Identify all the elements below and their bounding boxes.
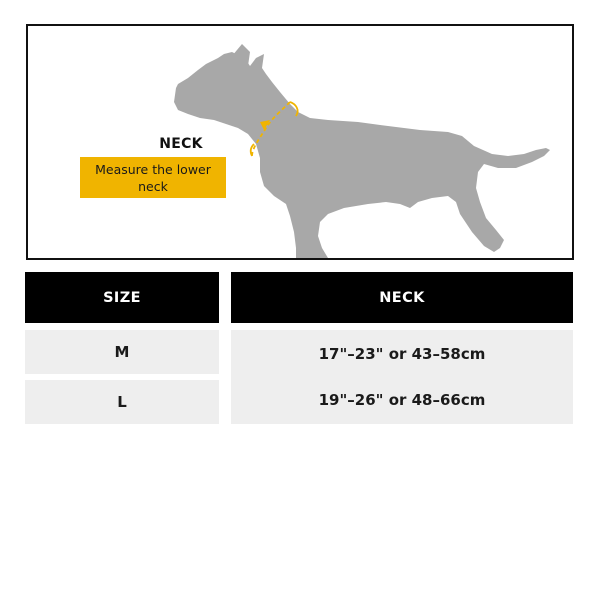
row-l-neck: 19"–26" or 48–66cm — [318, 391, 486, 409]
neck-label: NECK — [159, 136, 203, 152]
size-guide-figure — [26, 24, 574, 260]
neck-values — [231, 330, 573, 424]
dog-body — [174, 52, 550, 258]
row-m-neck: 17"–23" or 43–58cm — [318, 345, 486, 363]
row-m-size: M — [25, 330, 219, 374]
neck-instruction: Measure the lower neck — [80, 157, 226, 198]
row-l-size: L — [25, 380, 219, 424]
size-chart-table — [25, 272, 573, 426]
header-neck: NECK — [231, 272, 573, 323]
header-size: SIZE — [25, 272, 219, 323]
